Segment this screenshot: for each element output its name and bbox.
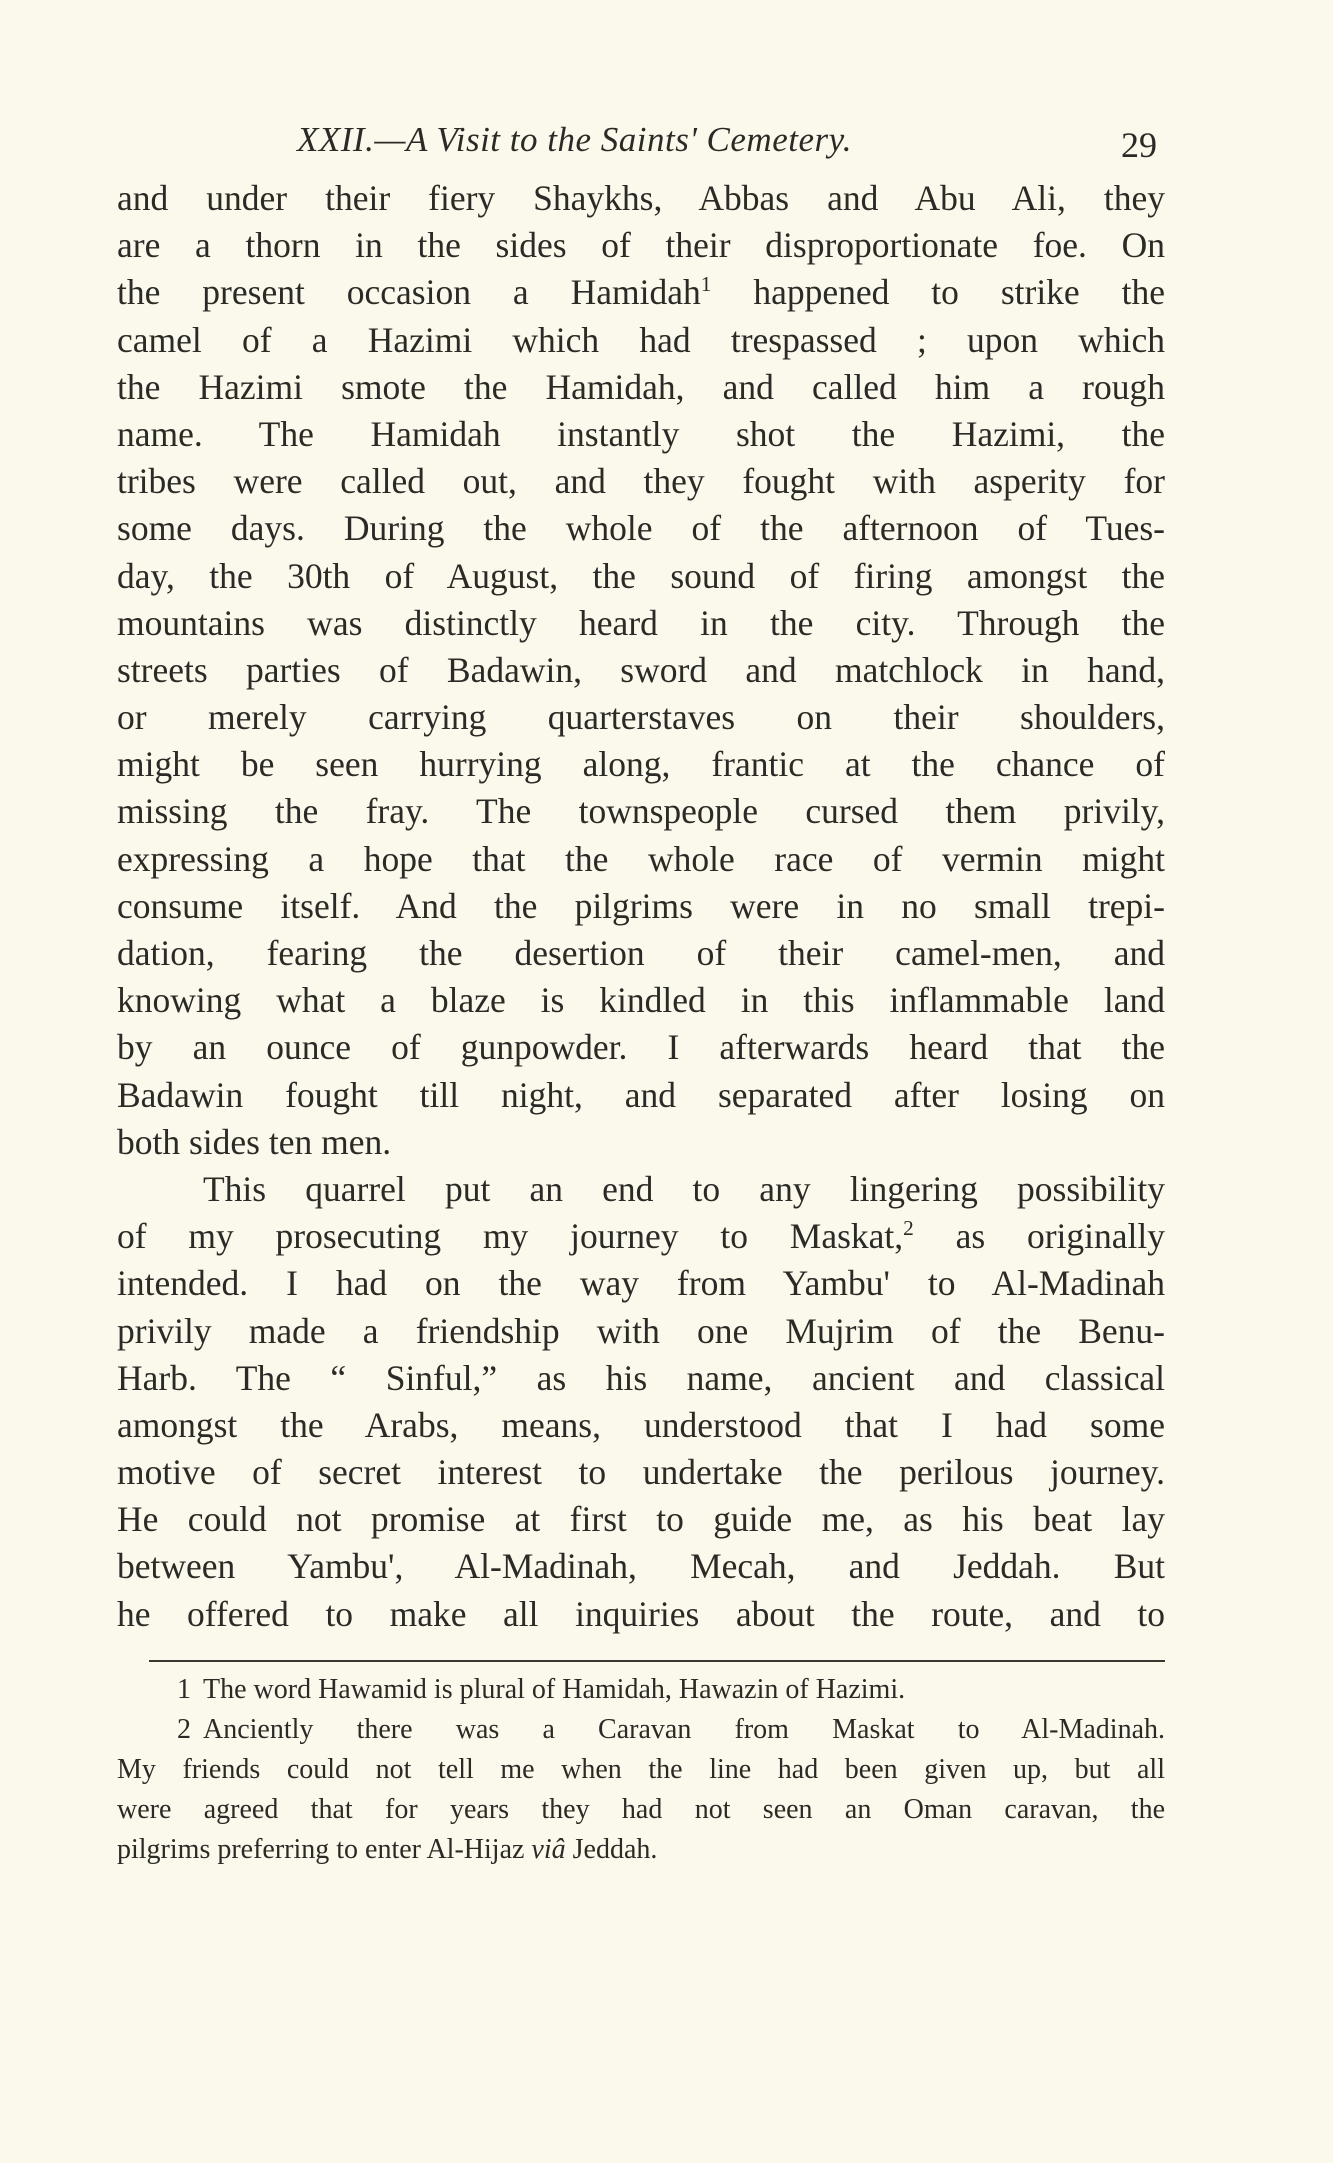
text-line: he offered to make all inquiries about the route, and to: [117, 1593, 1165, 1634]
text-line: Harb. The “ Sinful,” as his name, ancient and classical: [117, 1357, 1165, 1398]
text-line: intended. I had on the way from Yambu' to Al-Madinah: [117, 1263, 1165, 1304]
running-head: XXII.—A Visit to the Saints' Cemetery.: [297, 120, 852, 159]
footnote-number: 2: [177, 1713, 191, 1745]
text-line: consume itself. And the pilgrims were in no small trepi-: [117, 885, 1165, 926]
text-line: [117, 1213, 1165, 1260]
footnote-2-line: [117, 1830, 1165, 1870]
text-line: knowing what a blaze is kindled in this inflammable land: [117, 980, 1165, 1021]
footnote-italic: viâ: [531, 1833, 566, 1865]
text-fragment: happened to strike the: [711, 272, 1165, 313]
page-header: [117, 120, 1165, 170]
text-line: motive of secret interest to undertake the perilous journey.: [117, 1452, 1165, 1493]
text-line: or merely carrying quarterstaves on their shoulders,: [117, 697, 1165, 738]
text-line: day, the 30th of August, the sound of firing amongst the: [117, 555, 1165, 596]
text-fragment: as originally: [913, 1216, 1165, 1257]
footnote-2: [117, 1710, 1165, 1750]
text-line: privily made a friendship with one Mujrim of the Benu-: [117, 1310, 1165, 1351]
text-line: This quarrel put an end to any lingering possibility: [203, 1168, 1165, 1209]
footnote-1: [117, 1670, 1165, 1710]
text-line: and under their fiery Shaykhs, Abbas and Abu Ali, they: [117, 178, 1165, 218]
text-line: camel of a Hazimi which had trespassed ; upon which: [117, 319, 1165, 360]
text-line: amongst the Arabs, means, understood that I had some: [117, 1404, 1165, 1445]
text-line: He could not promise at first to guide me, as his beat lay: [117, 1499, 1165, 1540]
text-line: between Yambu', Al-Madinah, Mecah, and Jeddah. But: [117, 1546, 1165, 1587]
footnote-2-line: were agreed that for years they had not seen an Oman caravan, the: [117, 1793, 1165, 1825]
text-line: the Hazimi smote the Hamidah, and called him a rough: [117, 366, 1165, 407]
page-number: 29: [1121, 125, 1157, 165]
text-line: name. The Hamidah instantly shot the Hazimi, the: [117, 413, 1165, 454]
footnote-text: The word Hawamid is plural of Hamidah, Hawazin of Hazimi.: [203, 1673, 906, 1705]
footnote-2-line: My friends could not tell me when the line had been given up, but all: [117, 1753, 1165, 1785]
text-fragment: of my prosecuting my journey to Maskat,: [117, 1216, 904, 1257]
text-line: by an ounce of gunpowder. I afterwards heard that the: [117, 1027, 1165, 1068]
text-line: both sides ten men.: [117, 1121, 392, 1162]
footnote-text: Anciently there was a Caravan from Maskat to Al-Madinah.: [203, 1713, 1165, 1745]
footnote-text: pilgrims preferring to enter Al-Hijaz: [117, 1833, 532, 1865]
text-line: dation, fearing the desertion of their camel-men, and: [117, 933, 1165, 973]
text-line: might be seen hurrying along, frantic at the chance of: [117, 744, 1165, 785]
text-line: missing the fray. The townspeople cursed them privily,: [117, 791, 1165, 832]
text-line: are a thorn in the sides of their disproportionate foe. On: [117, 225, 1165, 266]
body-text: [117, 175, 1165, 1638]
paragraph-2: [117, 1166, 1165, 1638]
footnote-text: Jeddah.: [565, 1833, 658, 1865]
paragraph-1: [117, 175, 1165, 1166]
footnote-divider: [149, 1660, 1165, 1662]
text-line: some days. During the whole of the afternoon of Tues-: [117, 508, 1165, 549]
footnote-ref-2[interactable]: 2: [903, 1216, 914, 1241]
text-line: expressing a hope that the whole race of vermin might: [117, 838, 1165, 879]
footnote-ref-1[interactable]: 1: [700, 272, 712, 297]
text-line: Badawin fought till night, and separated after losing on: [117, 1074, 1165, 1115]
footnotes: [117, 1670, 1165, 1870]
text-line: [117, 269, 1165, 316]
text-line: streets parties of Badawin, sword and matchlock in hand,: [117, 649, 1165, 690]
text-line: mountains was distinctly heard in the city. Through the: [117, 602, 1165, 643]
text-fragment: the present occasion a Hamidah: [117, 272, 701, 313]
text-line: tribes were called out, and they fought with asperity for: [117, 461, 1165, 502]
footnote-number: 1: [177, 1673, 191, 1705]
book-page: [117, 120, 1165, 1870]
